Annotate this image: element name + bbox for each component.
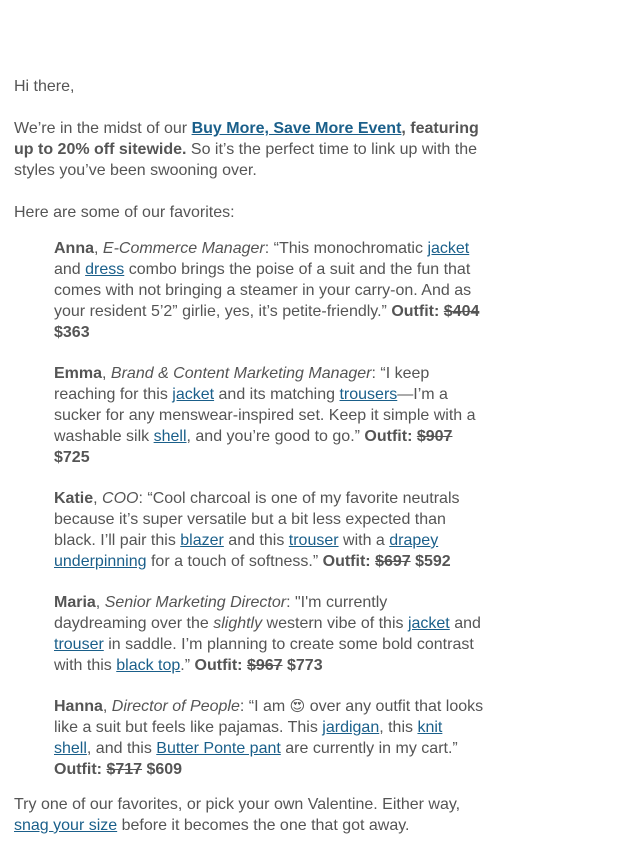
quote-text: : “I am [239,698,290,715]
email-body [14,76,484,836]
price-sale: $725 [54,449,90,466]
quote-text: : “This monochromatic [264,240,428,257]
outfit-label: Outfit: [364,428,413,445]
emphasis-text: slightly [213,615,263,632]
quote-text: , this [379,719,418,736]
quote-text: and [449,615,481,632]
quote-text: with a [338,532,390,549]
list-item-anna: Anna, E-Commerce Manager: “This monochromatic jacket and dress combo brings the poise of a suit and the fun that comes with not bringing a steamer in your carry-on. And as your resident 5’2” girlie, yes, it’s petite-friendly.” Outfit: $404 $363 [54,240,480,341]
intro-text: We’re in the midst of our [14,120,192,137]
product-link-jardigan[interactable]: jardigan [322,719,380,736]
product-link-shell[interactable]: shell [153,428,187,445]
person-name: Maria [54,594,96,611]
person-name: Hanna [54,698,103,715]
product-link-drapey-underpinning[interactable]: drapey underpinning [54,532,439,570]
quote-text: and its matching [214,386,340,403]
heart-eyes-emoji-icon: 😍 [289,697,306,715]
quote-text: and this [223,532,289,549]
person-name: Anna [54,240,94,257]
price-original: $717 [106,761,143,778]
price-original: $697 [375,553,411,570]
list-item-hanna: Hanna, Director of People: “I am 😍 over any outfit that looks like a suit but feels like pajamas. This jardigan, this knit shell, and this Butter Ponte pant are currently in my cart.” Outfit: $717 $609 [54,697,484,778]
quote-text: and [54,261,86,278]
product-link-jacket[interactable]: jacket [407,615,450,632]
product-link-trousers[interactable]: trousers [339,386,398,403]
product-link-trouser[interactable]: trouser [54,636,104,653]
outfit-label: Outfit: [54,761,102,778]
quote-text: in saddle. I’m planning to create some bold contrast with this [54,636,474,674]
intro-rest: So it’s the perfect time to link up with the styles you’ve been swooning over. [14,141,477,179]
quote-text: are currently in my cart.” [280,740,458,757]
intro-paragraph [14,118,484,181]
product-link-butter-ponte-pant[interactable]: Butter Ponte pant [156,740,281,757]
quote-text: : “I keep reaching for this [54,365,430,403]
person-name: Emma [54,365,103,382]
quote-text: combo brings the poise of a suit and the fun that comes with not bringing a steamer in your carry-on. And as your resident 5’2” girlie, yes, it’s petite-friendly.” [54,261,472,320]
price-original: $967 [246,657,283,674]
person-role: Director of People [111,698,240,715]
outfit-label: Outfit: [194,657,243,674]
greeting: Hi there, [14,78,75,95]
outfit-label: Outfit: [322,553,371,570]
price-original: $907 [416,428,453,445]
product-link-jacket[interactable]: jacket [427,240,470,257]
person-role: Senior Marketing Director [104,594,287,611]
product-link-dress[interactable]: dress [85,261,125,278]
quote-text: : "I'm currently daydreaming over the [54,594,388,632]
quote-text: , and you’re good to go.” [186,428,365,445]
person-name: Katie [54,490,94,507]
price-sale: $592 [415,553,451,570]
product-link-knit-shell[interactable]: knit shell [54,719,443,757]
outfit-label: Outfit: [391,303,440,320]
quote-text: western vibe of this [262,615,408,632]
quote-text: : “Cool charcoal is one of my favorite neutrals because it’s super versatile but a bit less expected than black. I’ll pair this [54,490,460,549]
intro-bold: , featuring up to 20% off sitewide. [14,120,479,158]
closing-text: Try one of our favorites, or pick your own Valentine. Either way, [14,796,461,813]
event-link[interactable]: Buy More, Save More Event [191,120,402,137]
closing-text: before it becomes the one that got away. [117,817,410,834]
quote-text: over any outfit that looks like a suit but feels like pajamas. This [54,698,484,736]
quote-text: —I’m a sucker for any menswear-inspired set. Keep it simple with a washable silk [54,386,476,445]
person-role: COO [102,490,139,507]
quote-text: .” [180,657,195,674]
quote-text: , and this [86,740,157,757]
price-sale: $773 [287,657,323,674]
closing-paragraph [14,794,484,836]
person-role: E-Commerce Manager [102,240,265,257]
quote-text: for a touch of softness.” [146,553,323,570]
favorites-list [14,238,484,780]
list-item-katie: Katie, COO: “Cool charcoal is one of my favorite neutrals because it’s super versatile but a bit less expected than black. I’ll pair this blazer and this trouser with a drapey underpinning for a touch of softness.” Outfit: $697 $592 [54,490,460,570]
list-item-maria: Maria, Senior Marketing Director: "I'm currently daydreaming over the slightly western vibe of this jacket and trouser in saddle. I’m planning to create some bold contrast with this black top.” Outfit: $967 $773 [54,594,481,674]
price-sale: $363 [54,324,90,341]
product-link-blazer[interactable]: blazer [180,532,224,549]
person-role: Brand & Content Marketing Manager [110,365,372,382]
list-item-emma: Emma, Brand & Content Marketing Manager: “I keep reaching for this jacket and its matching trousers—I’m a sucker for any menswear-inspired set. Keep it simple with a washable silk shell, and you’re good to go.” Outfit: $907 $725 [54,365,476,466]
product-link-black-top[interactable]: black top [116,657,181,674]
price-original: $404 [443,303,480,320]
price-sale: $609 [146,761,183,778]
product-link-jacket[interactable]: jacket [172,386,215,403]
product-link-trouser[interactable]: trouser [288,532,339,549]
snag-your-size-link[interactable]: snag your size [14,817,118,834]
favorites-intro: Here are some of our favorites: [14,204,235,221]
